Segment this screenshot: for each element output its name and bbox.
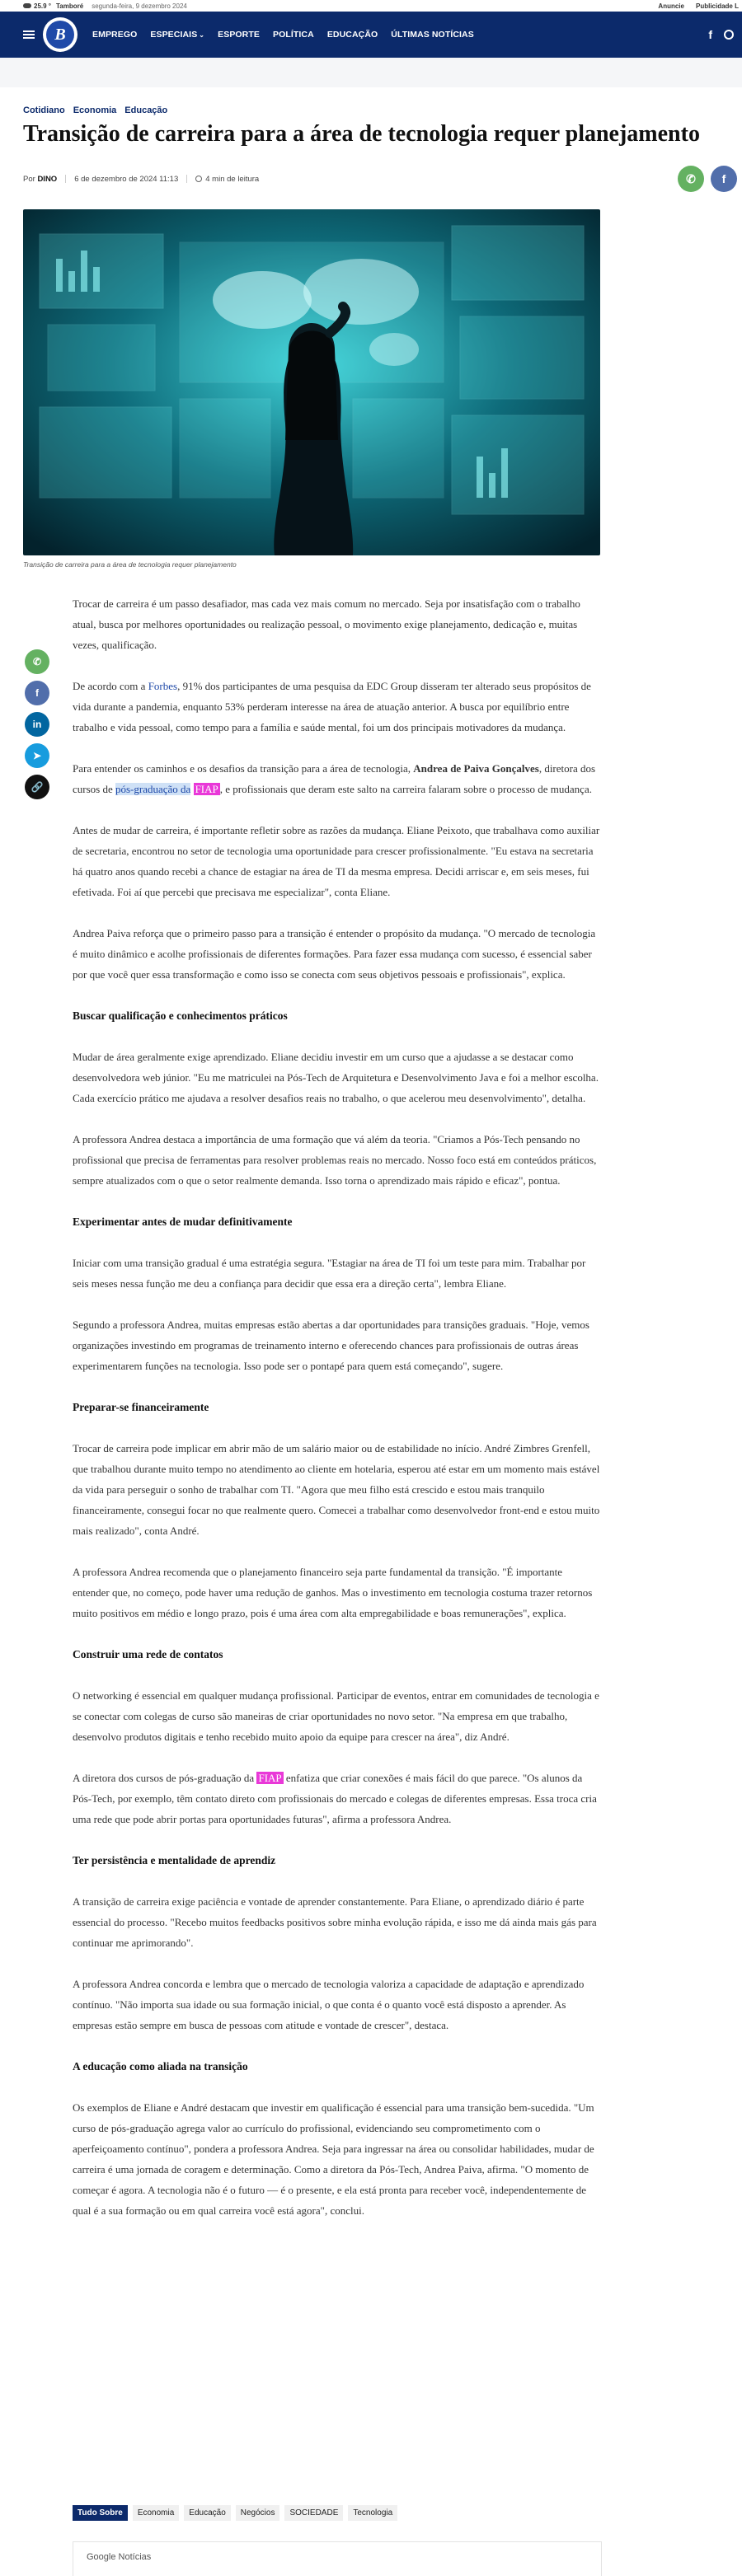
current-date: segunda-feira, 9 dezembro 2024 <box>92 2 187 10</box>
forbes-link[interactable]: Forbes <box>148 680 178 692</box>
fiap-highlight[interactable]: FIAP <box>258 1772 282 1784</box>
temperature: 25.9 ° <box>34 2 51 10</box>
paragraph: Trocar de carreira é um passo desafiador, mas cada vez mais comum no mercado. Seja por insatisfação com o trabalho atual, busca por melhores oportunidades ou realização pessoal, o movimento exige planejamento, dedicação e, muitas vezes, qualificação. <box>73 597 580 651</box>
paragraph: Para entender os caminhos e os desafios da transição para a área de tecnologia, Andrea de Paiva Gonçalves, diretora dos cursos de pós-graduação da FIAP , e profissionais que deram este salto na carreira falaram sobre o processo de mudança. <box>73 762 596 795</box>
chevron-down-icon: ⌄ <box>199 31 205 39</box>
google-news-label: Google Notícias <box>87 2552 152 2562</box>
nav-link-educacao[interactable]: EDUCAÇÃO <box>326 30 378 40</box>
google-news-box[interactable] <box>73 2541 602 2576</box>
paragraph: Segundo a professora Andrea, muitas empresas estão abertas a dar oportunidades para transições graduais. "Hoje, vemos organizações investindo em programas de treinamento interno e oferecendo chances para profissionais de outras áreas experimentarem funções na tecnologia. Isso pode ser o pontapé para quem está começando", sugere. <box>73 1318 589 1372</box>
section-heading: Ter persistência e mentalidade de aprendiz <box>73 1854 276 1866</box>
hero-illustration <box>23 209 600 555</box>
whatsapp-share-button-side[interactable] <box>25 649 49 674</box>
read-time-label: 4 min de leitura <box>205 174 260 184</box>
read-time <box>195 175 259 184</box>
weather-widget <box>23 2 51 10</box>
publicidade-link[interactable]: Publicidade L <box>695 2 739 10</box>
telegram-share-button[interactable] <box>25 743 49 768</box>
paragraph: O networking é essencial em qualquer mudança profissional. Participar de eventos, entrar em comunidades de tecnologia e se conectar com colegas de curso são maneiras de criar oportunidades no novo setor. "Na empresa em que trabalho, desenvolvo produtos digitais e tenho recebido muito apoio da equipe para crescer na área", diz André. <box>73 1689 599 1743</box>
facebook-share-button[interactable] <box>711 166 737 192</box>
ad-spacer <box>0 58 742 87</box>
paragraph: Os exemplos de Eliane e André destacam que investir em qualificação é essencial para uma transição bem-sucedida. "Um curso de pós-graduação agrega valor ao currículo do profissional, evidenciando seu comprometimento com o aperfeiçoamento contínuo", pondera a professora Andrea. Seja para ingressar na área ou consolidar habilidades, mudar de carreira é uma jornada de coragem e determinação. Como a diretora da Pós-Tech, Andrea Paiva, afirma. "O momento de começar é agora. A tecnologia não é o futuro — é o presente, e ela está pronta para receber você, independentemente de qual é a sua formação ou em qual carreira você está agora", conclui. <box>73 2101 594 2217</box>
linkedin-share-button[interactable] <box>25 712 49 737</box>
paragraph: A professora Andrea recomenda que o planejamento financeiro seja parte fundamental da transição. "É importante entender que, no começo, pode haver uma redução de ganhos. Mas o investimento em tecnologia costuma trazer retornos muito positivos em médio e longo prazo, pois é uma área com alta empregabilidade e boas remunerações", explica. <box>73 1566 593 1619</box>
paragraph: De acordo com a Forbes, 91% dos participantes de uma pesquisa da EDC Group disseram ter alterado seus propósitos de vida durante a pandemia, enquanto 53% perderam interesse na área de atuação anterior. A busca por equilíbrio entre trabalho e vida pessoal, como tempo para a família e saúde mental, foi um dos principais motivadores da mudança. <box>73 680 591 733</box>
paragraph: A diretora dos cursos de pós-graduação da FIAP enfatiza que criar conexões é mais fácil do que parece. "Os alunos da Pós-Tech, por exemplo, têm contato direto com profissionais do mercado e colegas de diferentes empresas. Essa troca cria uma rede que pode abrir portas para oportunidades futuras", afirma a professora Andrea. <box>73 1772 597 1825</box>
tag-tecnologia[interactable]: Tecnologia <box>348 2505 397 2521</box>
image-caption: Transição de carreira para a área de tecnologia requer planejamento <box>23 560 237 569</box>
section-heading: A educação como aliada na transição <box>73 2060 248 2073</box>
top-bar <box>0 0 742 12</box>
linkedin-icon: in <box>32 719 42 730</box>
hero-image <box>23 209 600 555</box>
nav-links <box>92 30 474 40</box>
article-title: Transição de carreira para a área de tecnologia requer planejamento <box>23 121 700 147</box>
article-header <box>0 105 742 569</box>
category-educacao[interactable]: Educação <box>124 105 168 115</box>
nav-link-emprego[interactable]: EMPREGO <box>92 30 138 40</box>
section-heading: Experimentar antes de mudar definitivamente <box>73 1215 293 1228</box>
section-heading: Construir uma rede de contatos <box>73 1648 223 1660</box>
anuncie-link[interactable]: Anuncie <box>658 2 684 10</box>
search-icon[interactable] <box>724 30 734 40</box>
paragraph: Andrea Paiva reforça que o primeiro passo para a transição é entender o propósito da mudança. "O mercado de tecnologia é muito dinâmico e acolhe profissionais de diferentes formações. Para fazer essa mudança com sucesso, é essencial saber por que você quer essa transformação e como isso se conecta com seus objetivos pessoais e profissionais", explica. <box>73 927 596 981</box>
paragraph: Iniciar com uma transição gradual é uma estratégia segura. "Estagiar na área de TI foi um teste para mim. Trabalhar por seis meses nessa função me deu a confiança para decidir que essa era a direção certa", lembra Eliane. <box>73 1257 586 1290</box>
category-economia[interactable]: Economia <box>73 105 117 115</box>
section-heading: Buscar qualificação e conhecimentos práticos <box>73 1009 288 1022</box>
nav-link-especiais[interactable] <box>150 30 204 40</box>
facebook-icon[interactable]: f <box>708 28 712 41</box>
author-name[interactable]: DINO <box>37 174 58 184</box>
tag-educacao[interactable]: Educação <box>184 2505 230 2521</box>
highlighted-link[interactable]: pós-graduação da <box>115 783 191 795</box>
main-nav <box>0 12 742 58</box>
category-cotidiano[interactable]: Cotidiano <box>23 105 65 115</box>
article-body <box>73 593 602 2241</box>
facebook-share-button-side[interactable] <box>25 681 49 705</box>
tag-sociedade[interactable]: SOCIEDADE <box>284 2505 343 2521</box>
link-icon: 🔗 <box>31 781 44 793</box>
fiap-highlight[interactable]: FIAP <box>195 783 218 795</box>
publish-date: 6 de dezembro de 2024 11:13 <box>74 174 179 184</box>
paragraph: Trocar de carreira pode implicar em abrir mão de um salário maior ou de estabilidade no início. André Zimbres Grenfell, que trabalhou durante muito tempo no atendimento ao cliente em hotelaria, esperou até estar em um momento mais estável da vida para perseguir o sonho de trabalhar com TI. "Agora que meu filho está crescido e estou mais tranquilo financeiramente, consegui focar no que realmente quero. Comecei a trabalhar como desenvolvedor front-end e estou muito mais realizado", conta André. <box>73 1442 600 1537</box>
facebook-icon: f <box>35 687 39 699</box>
copy-link-button[interactable] <box>25 775 49 799</box>
site-logo[interactable] <box>43 17 77 52</box>
paragraph: A professora Andrea destaca a importância de uma formação que vá além da teoria. "Criamos a Pós-Tech pensando no profissional que precisa de ferramentas para resolver problemas reais no mercado. Nosso foco está em conteúdos práticos, sempre atualizados com o que o setor realmente demanda. Isso torna o aprendizado mais rápido e eficaz", pontua. <box>73 1133 597 1187</box>
menu-icon[interactable] <box>23 30 35 39</box>
share-top <box>678 166 737 192</box>
nav-link-esporte[interactable]: ESPORTE <box>218 30 260 40</box>
category-list <box>23 105 719 115</box>
clock-icon <box>195 176 202 182</box>
nav-link-politica[interactable]: POLÍTICA <box>273 30 314 40</box>
andrea-name: Andrea de Paiva Gonçalves <box>413 762 539 775</box>
share-sidebar <box>25 649 49 799</box>
whatsapp-icon: ✆ <box>686 171 696 185</box>
tag-economia[interactable]: Economia <box>133 2505 179 2521</box>
facebook-icon: f <box>721 172 726 185</box>
byline <box>23 175 57 184</box>
logo-letter: B <box>46 21 74 49</box>
telegram-icon: ➤ <box>32 750 42 761</box>
article-meta <box>23 165 726 193</box>
paragraph: Antes de mudar de carreira, é importante refletir sobre as razões da mudança. Eliane Peixoto, que trabalhava como auxiliar de secretaria, encontrou no setor de tecnologia uma oportunidade para crescer profissionalmente. "Eu estava na secretaria há quatro anos quando recebi a chance de estagiar na área de TI da mesma empresa. Decidi arriscar e, em seis meses, fui efetivada. Foi aí que percebi que precisava me especializar", conta Eliane. <box>73 824 600 898</box>
cloud-icon <box>23 3 31 8</box>
whatsapp-share-button[interactable] <box>678 166 704 192</box>
nav-link-especiais-label: ESPECIAIS <box>150 30 198 40</box>
by-label: Por <box>23 174 35 184</box>
tag-tudo-sobre: Tudo Sobre <box>73 2505 128 2521</box>
tag-list <box>73 2505 397 2521</box>
whatsapp-icon: ✆ <box>32 656 42 667</box>
paragraph: Mudar de área geralmente exige aprendizado. Eliane decidiu investir em um curso que a ajudasse a se destacar como desenvolvedora web júnior. "Eu me matriculei na Pós-Tech de Arquitetura e Desenvolvimento Java e foi a melhor escolha. Cada exercício prático me ajudava a resolver desafios reais no trabalho, o que acelerou meu desenvolvimento", detalha. <box>73 1051 599 1104</box>
paragraph: A professora Andrea concorda e lembra que o mercado de tecnologia valoriza a capacidade de adaptação e aprendizado contínuo. "Não importa sua idade ou sua formação inicial, o que conta é o quanto você está disposto a aprender. As empresas estão sempre em busca de pessoas com atitude e vontade de crescer", destaca. <box>73 1978 585 2031</box>
city-name: Tamboré <box>56 2 84 10</box>
tag-negocios[interactable]: Negócios <box>236 2505 280 2521</box>
nav-link-ultimas-noticias[interactable]: ÚLTIMAS NOTÍCIAS <box>391 30 474 40</box>
paragraph: A transição de carreira exige paciência e vontade de aprender constantemente. Para Eliane, o aprendizado diário é parte essencial do processo. "Recebo muitos feedbacks positivos sobre minha evolução rápida, e isso me dá ainda mais gás para continuar me aprimorando". <box>73 1895 597 1949</box>
section-heading: Preparar-se financeiramente <box>73 1401 209 1413</box>
